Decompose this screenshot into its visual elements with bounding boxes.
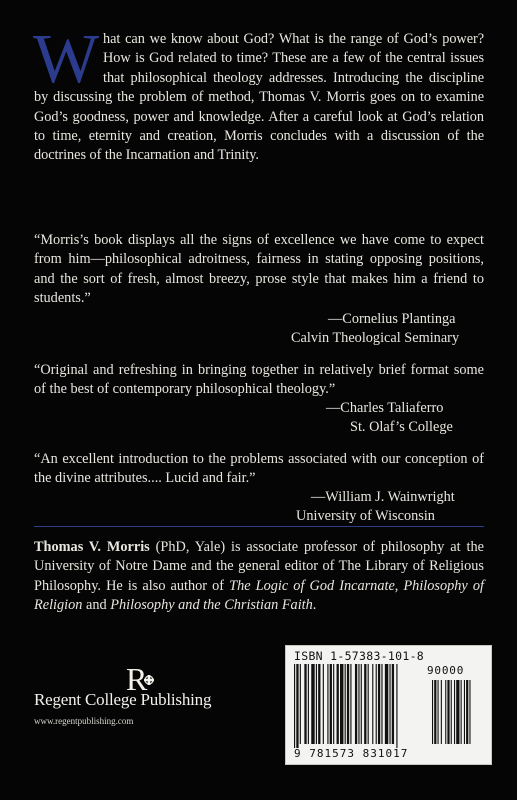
barcode-bar [378, 664, 380, 744]
publisher-name: Regent College Publishing [34, 690, 212, 709]
endorsement-quote-2: “Original and refreshing in bringing together in relatively brief format some of the best of contemporary philosophical theology.” [34, 362, 484, 398]
author-bio [34, 538, 484, 616]
barcode-addon-bar [456, 680, 459, 744]
barcode-addon-bar [438, 680, 439, 744]
barcode-bar [330, 664, 332, 744]
barcode-bar [355, 664, 357, 744]
endorser-name-1: —Cornelius Plantinga [328, 311, 456, 327]
bio-separator-2: and [82, 597, 111, 614]
barcode-bar [372, 664, 373, 744]
book-title-1: The Logic of God Incarnate [229, 577, 395, 594]
barcode-bar [340, 664, 343, 744]
barcode-bar [337, 664, 339, 744]
barcode-addon-bar [454, 680, 455, 744]
endorsement-attribution-2 [34, 399, 484, 438]
drop-cap: W [33, 21, 100, 98]
bio-text: (PhD, Yale) is associate professor of philosophy at the University of Notre Dame and the general editor of The Library of Religious Philosophy. He is also author of [34, 539, 484, 594]
barcode-bar [316, 664, 317, 744]
barcode-addon-bar [441, 680, 442, 744]
barcode-number: 9 781573 831017 [294, 747, 409, 760]
barcode-bar [381, 664, 382, 744]
publisher-logo [34, 660, 254, 740]
barcode-bar [327, 664, 328, 744]
barcode-bar [376, 664, 377, 744]
barcode-addon-bar [466, 680, 468, 744]
endorser-affiliation-1: Calvin Theological Seminary [291, 330, 460, 347]
logo-letter: R [126, 661, 148, 697]
endorsement-attribution-1 [34, 310, 484, 349]
endorsement-quote-1: “Morris’s book displays all the signs of excellence we have come to expect from him—philosophical adroitness, fairness in stating opposing positions, and the sort of fresh, almost breezy, prose style that makes him a friend to students.” [34, 232, 484, 307]
intro-text: hat can we know about God? What is the range of God’s power? How is God related to time? These are a few of the central issues that philosophical theology addresses. Introducing the discipline by discussing the problem of method, Thomas V. Morris goes on to examine God’s goodness, power and knowledge. After a careful look at God’s relation to time, eternity and creation, Morris concludes with a discussion of the doctrines of the Incarnation and Trinity. [34, 31, 484, 164]
barcode-addon-bar [434, 680, 436, 744]
barcode-addon-bar [445, 680, 446, 744]
book-title-3: Philosophy and the Christian Faith [110, 597, 313, 614]
barcode-bar [345, 664, 346, 744]
barcode-bar [389, 664, 390, 744]
barcode-bar [396, 664, 397, 748]
barcode-bar [364, 664, 366, 744]
author-name: Thomas V. Morris [34, 539, 150, 555]
barcode-bar [350, 664, 351, 744]
barcode-bar [323, 664, 324, 744]
publisher-website: www.regentpublishing.com [34, 716, 134, 726]
barcode-addon-bar [469, 680, 470, 744]
endorser-affiliation-2: St. Olaf’s College [350, 419, 453, 436]
barcode-bar [333, 664, 334, 744]
barcode-bar [311, 664, 314, 744]
isbn-label: ISBN 1-57383-101-8 [294, 649, 425, 663]
section-divider [34, 526, 484, 527]
bio-separator-1: , [394, 577, 404, 594]
barcode-addon-bar [451, 680, 452, 744]
endorsement-quote-3: “An excellent introduction to the problems associated with our conception of the divine attributes.... Lucid and fair.” [34, 451, 484, 487]
endorser-name-3: —William J. Wainwright [311, 489, 455, 505]
barcode-bar [347, 664, 349, 744]
book-title-2: Philosophy of Religion [34, 577, 484, 614]
barcode-bar [296, 664, 298, 748]
barcode-bar [304, 664, 306, 744]
barcode-bar [358, 664, 359, 744]
barcode-bar [385, 664, 388, 744]
barcode-bar [308, 664, 309, 744]
barcode-panel [285, 645, 492, 765]
barcode-bar [300, 664, 301, 744]
barcode-bar [368, 664, 369, 744]
endorser-affiliation-3: University of Wisconsin [296, 508, 435, 525]
barcode-bar [318, 664, 320, 744]
endorser-name-2: —Charles Taliaferro [326, 400, 444, 416]
intro-paragraph [33, 21, 484, 166]
barcode-bar [361, 664, 362, 744]
barcode-bar [392, 664, 394, 744]
bio-end: . [312, 597, 317, 614]
barcode-bar [294, 664, 295, 748]
price-addon: 90000 [427, 664, 465, 677]
barcode-addon-bar [432, 680, 433, 744]
barcode-addon-bar [461, 680, 462, 744]
barcode-addon-bar [447, 680, 449, 744]
barcode-addon-bar [464, 680, 465, 744]
endorsement-attribution-3 [34, 488, 484, 527]
